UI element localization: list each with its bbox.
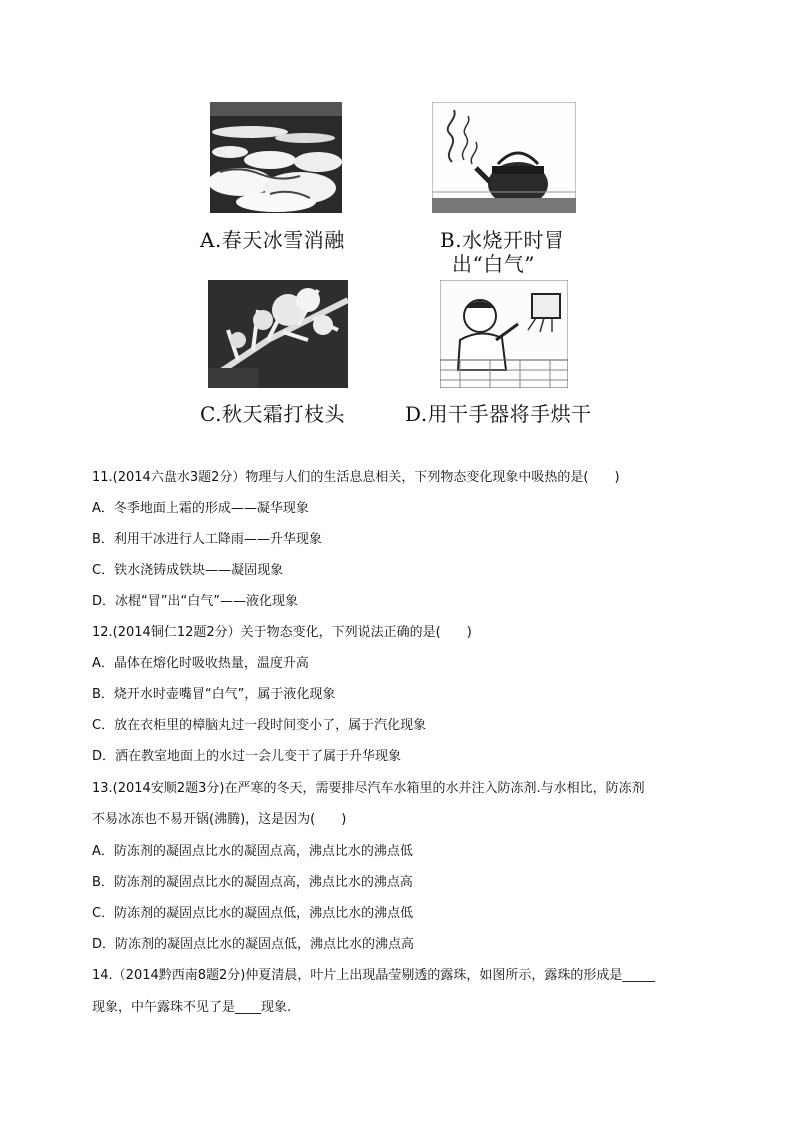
- kettle-icon: [432, 102, 576, 213]
- question-12-option-c: C．放在衣柜里的樟脑丸过一段时间变小了，属于汽化现象: [92, 718, 427, 733]
- figure-a-caption: A.春天冰雪消融: [200, 228, 345, 252]
- question-12-stem: 12.(2014铜仁12题2分）关于物态变化，下列说法正确的是( ): [92, 625, 472, 640]
- figure-d-hand-dryer: [440, 280, 568, 388]
- question-13-stem: 13.(2014安顺2题3分)在严寒的冬天，需要排尽汽车水箱里的水并注入防冻剂.与水相比，防冻剂: [92, 781, 645, 796]
- question-13-option-a: A．防冻剂的凝固点比水的凝固点高，沸点比水的沸点低: [92, 844, 413, 859]
- question-14-stem-continued: 现象，中午露珠不见了是____现象.: [92, 1000, 292, 1015]
- question-11-option-a: A．冬季地面上霜的形成——凝华现象: [92, 501, 309, 516]
- figure-d-caption: D.用干手器将手烘干: [405, 402, 592, 426]
- question-12-option-a: A．晶体在熔化时吸收热量，温度升高: [92, 656, 309, 671]
- melting-snow-icon: [210, 102, 342, 213]
- question-11-option-b: B．利用干冰进行人工降雨——升华现象: [92, 532, 322, 547]
- question-13-option-c: C．防冻剂的凝固点比水的凝固点低，沸点比水的沸点低: [92, 906, 414, 921]
- figure-c-frost-branch: [208, 280, 348, 388]
- question-13-stem-continued: 不易冰冻也不易开锅(沸腾)，这是因为( ): [92, 812, 347, 827]
- question-12-option-b: B．烧开水时壶嘴冒“白气”，属于液化现象: [92, 687, 336, 702]
- question-13-option-d: D．防冻剂的凝固点比水的凝固点低，沸点比水的沸点高: [92, 937, 415, 952]
- question-11-option-c: C．铁水浇铸成铁块——凝固现象: [92, 563, 284, 578]
- question-11-option-d: D．冰棍“冒”出“白气”——液化现象: [92, 594, 298, 609]
- figure-b-boiling-kettle: [432, 102, 576, 213]
- figure-c-caption: C.秋天霜打枝头: [200, 402, 345, 426]
- hand-dryer-icon: [440, 280, 568, 388]
- figure-a-melting-snow: [210, 102, 342, 213]
- question-12-option-d: D．洒在教室地面上的水过一会儿变干了属于升华现象: [92, 749, 402, 764]
- question-11-stem: 11.(2014六盘水3题2分）物理与人们的生活息息相关，下列物态变化现象中吸热的是( ): [92, 470, 620, 485]
- frost-branch-icon: [208, 280, 348, 388]
- question-14-stem: 14.（2014黔西南8题2分)仲夏清晨，叶片上出现晶莹剔透的露珠，如图所示，露珠的形成是_____: [92, 968, 655, 983]
- question-13-option-b: B．防冻剂的凝固点比水的凝固点高，沸点比水的沸点高: [92, 875, 413, 890]
- figure-b-caption-line1: B.水烧开时冒: [440, 228, 565, 252]
- figure-b-caption-line2: 出“白气”: [452, 252, 535, 276]
